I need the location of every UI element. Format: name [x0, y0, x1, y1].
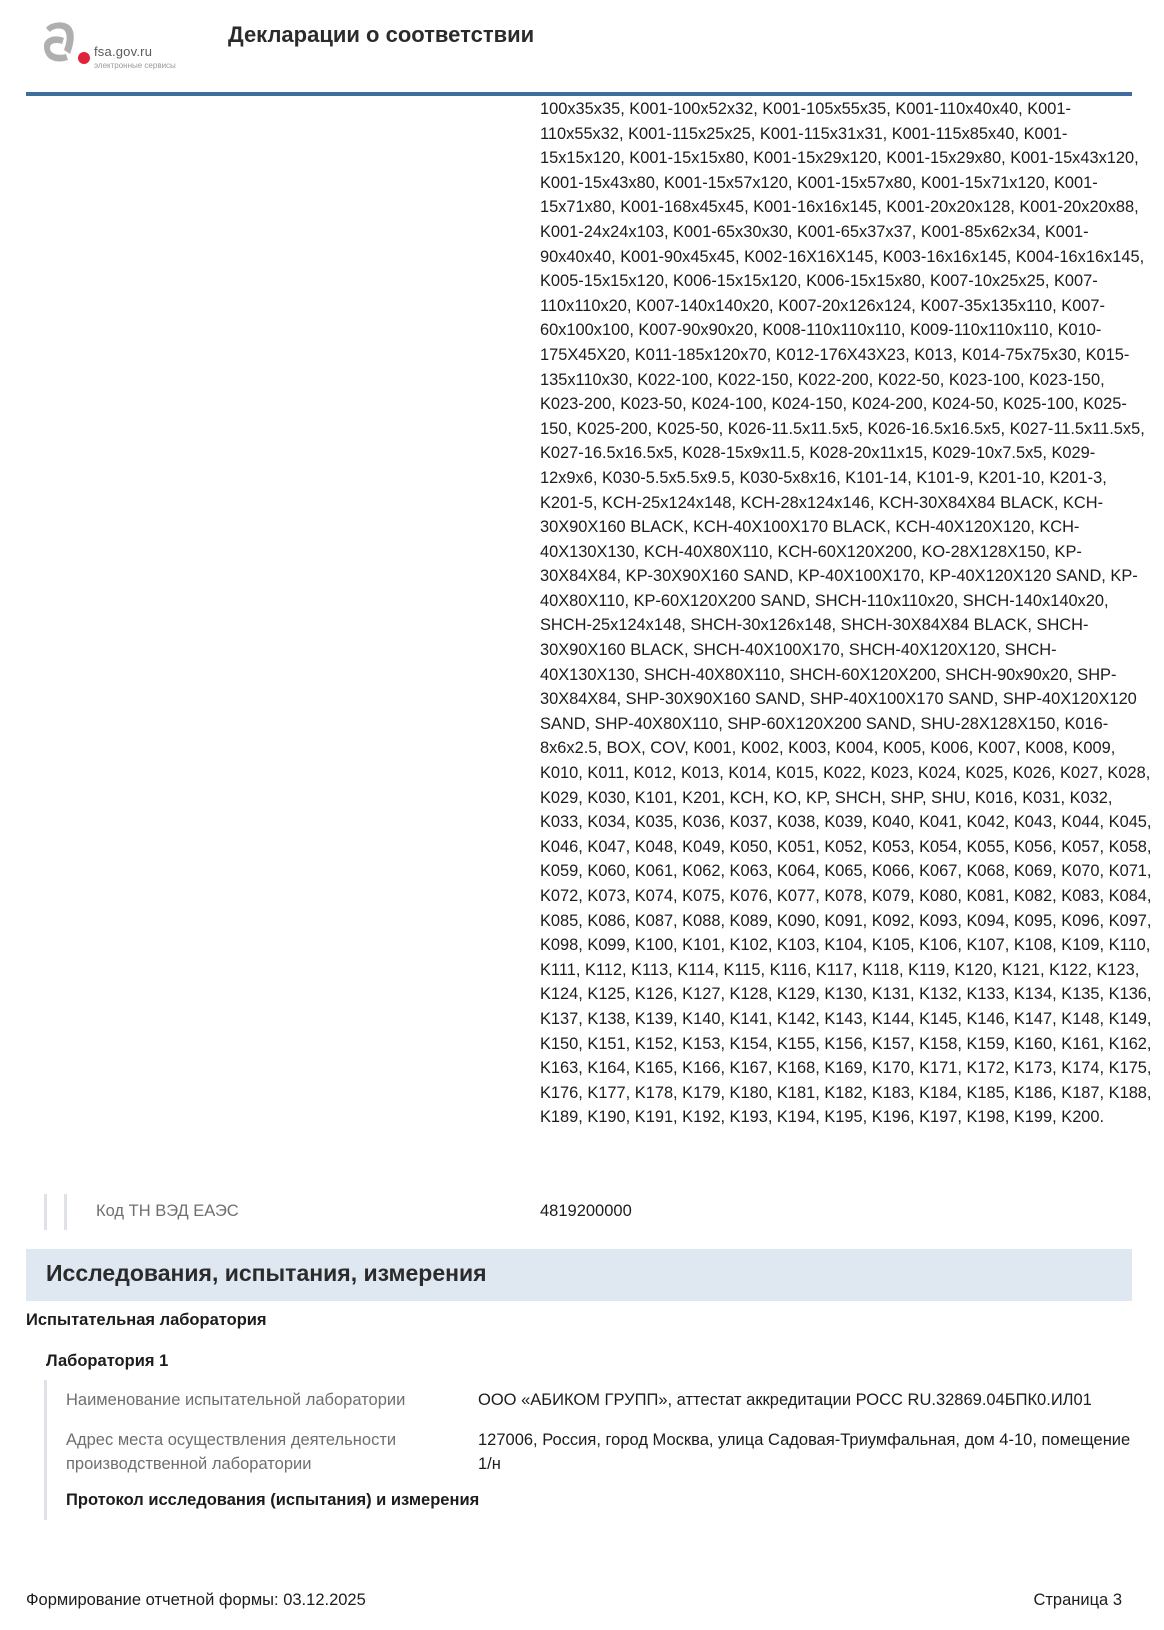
fsa-logo-icon	[40, 20, 92, 68]
lab-address-label: Адрес места осуществления деятельности производственной лаборатории	[66, 1431, 397, 1473]
lab-name-value: ООО «АБИКОМ ГРУПП», аттестат аккредитации РОСС RU.32869.04БПК0.ИЛ01	[478, 1391, 1092, 1409]
lab-indent-bar	[44, 1380, 47, 1520]
section-title: Исследования, испытания, измерения	[46, 1260, 487, 1286]
lab-1-heading: Лаборатория 1	[46, 1352, 169, 1370]
header-divider	[26, 92, 1132, 96]
logo-site-text: fsa.gov.ru	[94, 44, 153, 59]
report-generated-date: Формирование отчетной формы: 03.12.2025	[26, 1591, 366, 1609]
tnved-value: 4819200000	[540, 1202, 632, 1220]
lab-address-value: 127006, Россия, город Москва, улица Садовая-Триумфальная, дом 4-10, помещение 1/н	[478, 1431, 1131, 1473]
page-title: Декларации о соответствии	[228, 22, 535, 47]
page-header	[0, 0, 1164, 100]
protocol-heading: Протокол исследования (испытания) и измерения	[66, 1491, 480, 1509]
page-number: Страница 3	[1033, 1591, 1122, 1609]
tnved-label: Код ТН ВЭД ЕАЭС	[96, 1202, 239, 1220]
product-codes-text: 100x35x35, K001-100x52x32, K001-105x55x35, K001-110x40x40, K001-110x55x32, K001-115x25x25, K001-115x31x31, K001-115x85x40, K001-15x15x120, K001-15x15x80, K001-15x29x120, K001-15x29x80, K001-15x43x120, K001-15x43x80, K001-15x57x120, K001-15x57x80, K001-15x71x120, K001-15x71x80, K001-168x45x45, K001-16x16x145, K001-20x20x128, K001-20x20x88, K001-24x24x103, K001-65x30x30, K001-65x37x37, K001-85x62x34, K001-90x40x40, K001-90x45x45, K002-16X16X145, K003-16x16x145, K004-16x16x145, K005-15x15x120, K006-15x15x120, K006-15x15x80, K007-10x25x25, K007-110x110x20, K007-140x140x20, K007-20x126x124, K007-35x135x110, K007-60x100x100, K007-90x90x20, K008-110x110x110, K009-110x110x110, K010-175X45X20, K011-185x120x70, K012-176X43X23, K013, K014-75x75x30, K015-135x110x30, K022-100, K022-150, K022-200, K022-50, K023-100, K023-150, K023-200, K023-50, K024-100, K024-150, K024-200, K024-50, K025-100, K025-150, K025-200, K025-50, K026-11.5x11.5x5, K026-16.5x16.5x5, K027-11.5x11.5x5, K027-16.5x16.5x5, K028-15x9x11.5, K028-20x11x15, K029-10x7.5x5, K029-12x9x6, K030-5.5x5.5x9.5, K030-5x8x16, K101-14, K101-9, K201-10, K201-3, K201-5, KCH-25x124x148, KCH-28x124x146, KCH-30X84X84 BLACK, KCH-30X90X160 BLACK, KCH-40X100X170 BLACK, KCH-40X120X120, KCH-40X130X130, KCH-40X80X110, KCH-60X120X200, KO-28X128X150, KP-30X84X84, KP-30X90X160 SAND, KP-40X100X170, KP-40X120X120 SAND, KP-40X80X110, KP-60X120X200 SAND, SHCH-110x110x20, SHCH-140x140x20, SHCH-25x124x148, SHCH-30x126x148, SHCH-30X84X84 BLACK, SHCH-30X90X160 BLACK, SHCH-40X100X170, SHCH-40X120X120, SHCH-40X130X130, SHCH-40X80X110, SHCH-60X120X200, SHCH-90x90x20, SHP-30X84X84, SHP-30X90X160 SAND, SHP-40X100X170 SAND, SHP-40X120X120 SAND, SHP-40X80X110, SHP-60X120X200 SAND, SHU-28X128X150, K016-8x6x2.5, BOX, COV, K001, K002, K003, K004, K005, K006, K007, K008, K009, K010, K011, K012, K013, K014, K015, K022, K023, K024, K025, K026, K027, K028, K029, K030, K101, K201, KCH, KO, KP, SHCH, SHP, SHU, K016, K031, K032, K033, K034, K035, K036, K037, K038, K039, K040, K041, K042, K043, K044, K045, K046, K047, K048, K049, K050, K051, K052, K053, K054, K055, K056, K057, K058, K059, K060, K061, K062, K063, K064, K065, K066, K067, K068, K069, K070, K071, K072, K073, K074, K075, K076, K077, K078, K079, K080, K081, K082, K083, K084, K085, K086, K087, K088, K089, K090, K091, K092, K093, K094, K095, K096, K097, K098, K099, K100, K101, K102, K103, K104, K105, K106, K107, K108, K109, K110, K111, K112, K113, K114, K115, K116, K117, K118, K119, K120, K121, K122, K123, K124, K125, K126, K127, K128, K129, K130, K131, K132, K133, K134, K135, K136, K137, K138, K139, K140, K141, K142, K143, K144, K145, K146, K147, K148, K149, K150, K151, K152, K153, K154, K155, K156, K157, K158, K159, K160, K161, K162, K163, K164, K165, K166, K167, K168, K169, K170, K171, K172, K173, K174, K175, K176, K177, K178, K179, K180, K181, K182, K183, K184, K185, K186, K187, K188, K189, K190, K191, K192, K193, K194, K195, K196, K197, K198, K199, K200.	[540, 100, 1152, 1127]
row-indent-bar-outer	[44, 1194, 47, 1230]
row-indent-bar-inner	[64, 1194, 67, 1230]
section-header	[26, 1249, 1132, 1301]
lab-name-label: Наименование испытательной лаборатории	[66, 1391, 406, 1409]
logo-subtitle: электронные сервисы	[94, 61, 176, 70]
fsa-logo[interactable]	[40, 20, 200, 76]
testing-lab-heading: Испытательная лаборатория	[26, 1311, 267, 1329]
